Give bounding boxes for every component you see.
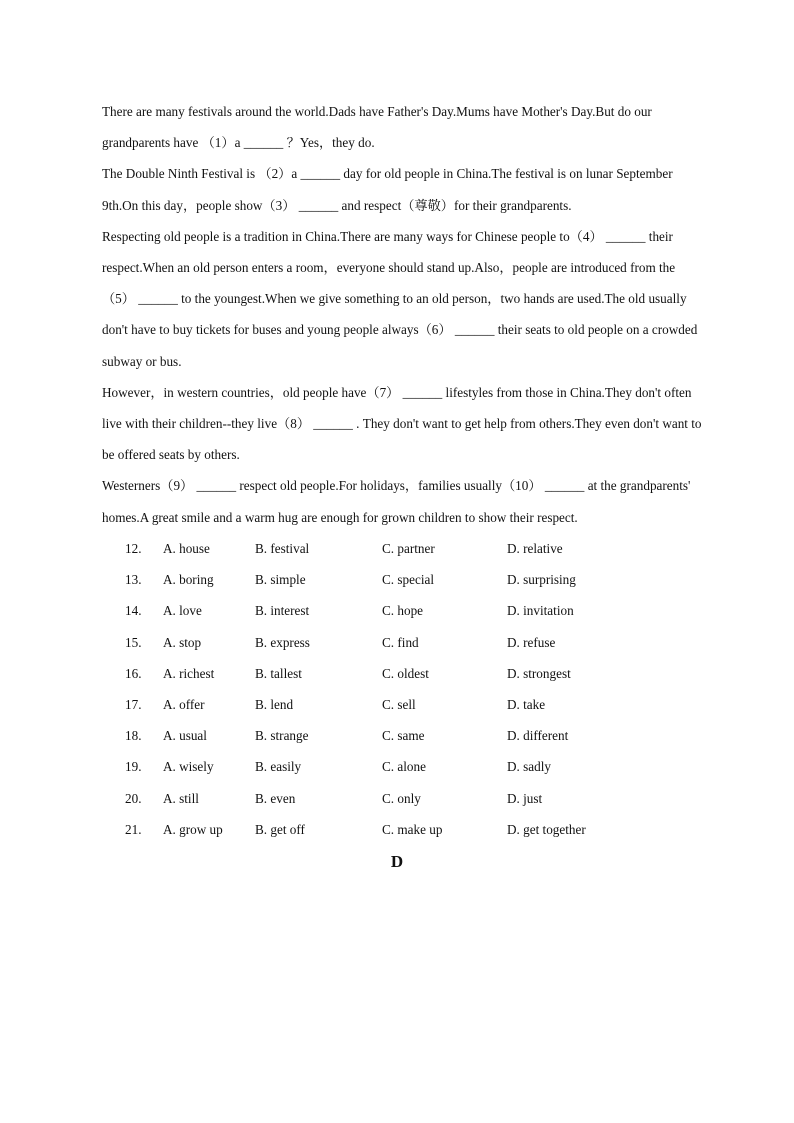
question-row <box>102 783 702 814</box>
question-number: 14. <box>125 603 142 619</box>
option-a: A. usual <box>163 728 207 744</box>
question-row <box>102 627 702 658</box>
option-d: D. relative <box>507 541 563 556</box>
option-c: C. oldest <box>382 665 429 681</box>
question-number: 16. <box>125 665 142 681</box>
option-a: A. love <box>163 603 202 619</box>
section-heading: D <box>390 852 404 871</box>
option-a: A. boring <box>163 572 214 588</box>
option-d: D. different <box>507 728 569 744</box>
question-number: 17. <box>125 696 142 712</box>
option-c: C. alone <box>382 759 426 775</box>
question-number: 15. <box>125 634 142 650</box>
question-number: 12. <box>125 541 142 556</box>
passage-paragraph: Westerners（9） ______ respect old people.For holidays，families usually（10） ______ at the grandparents' homes.A great smile and a warm hug are enough for grown children to show their respect. <box>102 478 691 525</box>
option-a: A. richest <box>163 665 215 681</box>
question-row <box>102 814 702 845</box>
option-a: A. wisely <box>163 759 214 775</box>
option-b: B. strange <box>255 728 309 744</box>
cloze-passage <box>102 96 702 533</box>
question-row <box>102 658 702 689</box>
option-a: A. stop <box>163 634 202 650</box>
option-b: B. simple <box>255 572 306 588</box>
option-c: C. special <box>382 572 435 588</box>
question-row <box>102 720 702 751</box>
passage-paragraph: Respecting old people is a tradition in China.There are many ways for Chinese people to（4） ______ their respect.When an old person enters a room，everyone should stand up.Also，people are introduced from the（5） ______ to the youngest.When we give something to an old person，two hands are used.The old usually don't have to buy tickets for buses and young people always（6） ______ their seats to old people on a crowded subway or bus. <box>102 228 698 369</box>
option-a: A. still <box>163 790 199 806</box>
option-b: B. get off <box>255 821 305 837</box>
option-c: C. hope <box>382 603 424 619</box>
passage-paragraph: There are many festivals around the world.Dads have Father's Day.Mums have Mother's Day.But do our grandparents have （1）a ______ ？Yes，they do. <box>102 104 652 151</box>
option-a: A. offer <box>163 696 205 712</box>
option-c: C. sell <box>382 696 416 712</box>
question-number: 13. <box>125 572 142 588</box>
question-row <box>102 533 702 564</box>
option-b: B. festival <box>255 541 310 556</box>
option-b: B. express <box>255 634 310 650</box>
option-b: B. lend <box>255 696 294 712</box>
question-number: 21. <box>125 821 142 837</box>
option-d: D. strongest <box>507 665 571 681</box>
option-b: B. even <box>255 790 296 806</box>
passage-paragraph: However，in western countries，old people have（7） ______ lifestyles from those in China.They don't often live with their children--they live（8） ______ . They don't want to get help from others.They even don't want to be offered seats by others. <box>102 384 702 463</box>
question-row <box>102 751 702 782</box>
question-number: 19. <box>125 759 142 775</box>
option-d: D. invitation <box>507 603 574 619</box>
option-a: A. house <box>163 541 210 556</box>
option-c: C. partner <box>382 541 435 556</box>
option-b: B. tallest <box>255 665 302 681</box>
option-c: C. find <box>382 634 419 650</box>
option-c: C. only <box>382 790 421 806</box>
question-row <box>102 595 702 626</box>
option-d: D. sadly <box>507 759 551 775</box>
option-d: D. take <box>507 696 546 712</box>
option-c: C. same <box>382 728 425 744</box>
option-d: D. surprising <box>507 572 576 588</box>
option-b: B. interest <box>255 603 310 619</box>
option-a: A. grow up <box>163 821 223 837</box>
question-row <box>102 564 702 595</box>
option-c: C. make up <box>382 821 443 837</box>
option-d: D. just <box>507 790 543 806</box>
passage-paragraph: The Double Ninth Festival is （2）a ______ day for old people in China.The festival is on lunar September 9th.On this day，people show（3） ______ and respect（尊敬）for their grandparents. <box>102 166 673 213</box>
option-d: D. get together <box>507 821 586 837</box>
question-row <box>102 689 702 720</box>
option-b: B. easily <box>255 759 302 775</box>
option-d: D. refuse <box>507 634 556 650</box>
question-number: 18. <box>125 728 142 744</box>
question-list <box>102 533 702 845</box>
question-number: 20. <box>125 790 142 806</box>
